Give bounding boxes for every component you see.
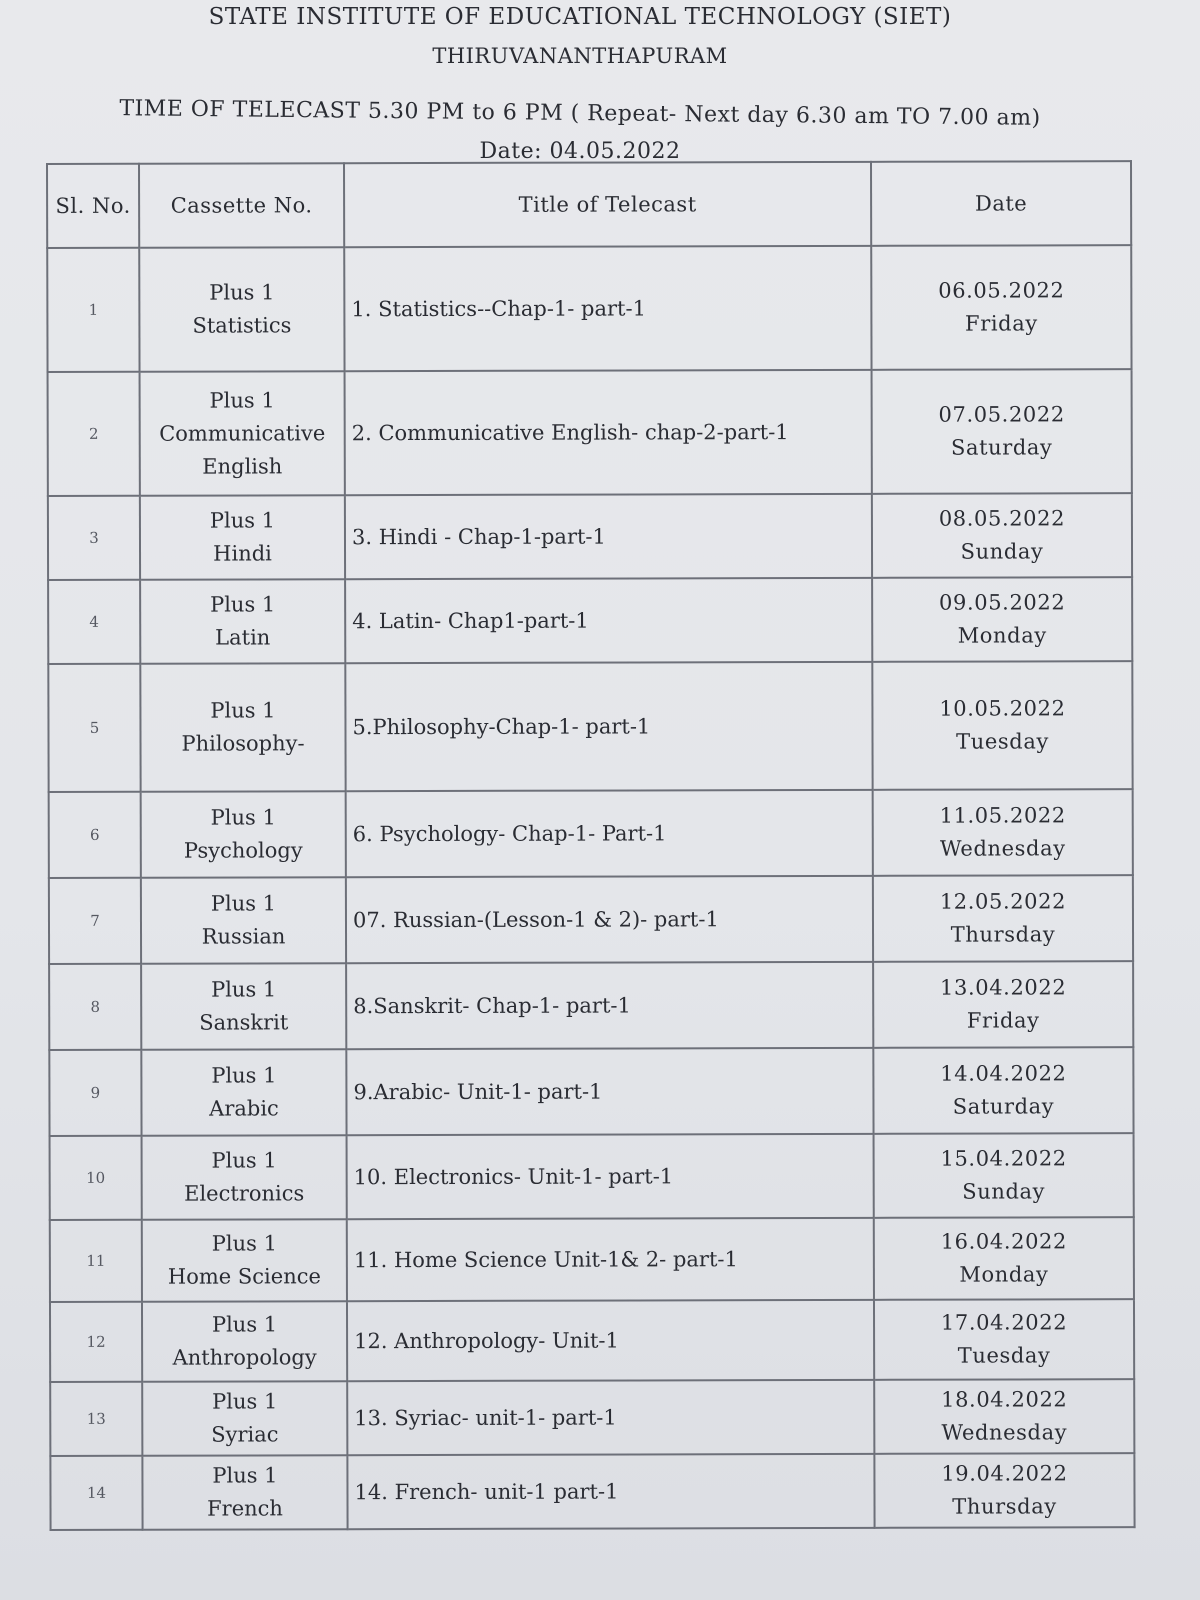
cassette-line: Plus 1 <box>211 1231 277 1256</box>
cell-date <box>872 661 1132 790</box>
table-row <box>50 1299 1134 1382</box>
telecast-date: 08.05.2022 <box>938 506 1066 531</box>
table-header-row <box>47 161 1131 248</box>
telecast-day: Friday <box>965 311 1038 336</box>
document-date: Date: 04.05.2022 <box>479 139 681 164</box>
cell-cassette-no <box>141 1049 346 1136</box>
telecast-date: 15.04.2022 <box>940 1146 1067 1171</box>
column-header-title: Title of Telecast <box>344 162 871 247</box>
telecast-date: 10.05.2022 <box>939 696 1066 721</box>
cassette-line: Plus 1 <box>209 508 276 533</box>
table-row <box>49 789 1133 878</box>
cell-title-of-telecast: 11. Home Science Unit-1& 2- part-1 <box>347 1218 874 1301</box>
cell-date <box>874 1217 1134 1300</box>
cell-cassette-no <box>141 877 346 964</box>
telecast-date: 09.05.2022 <box>938 590 1066 615</box>
cassette-line: Arabic <box>209 1096 279 1121</box>
cell-sl-no: 6 <box>49 792 141 878</box>
cassette-line: Plus 1 <box>211 977 277 1002</box>
cell-cassette-no <box>142 1135 347 1220</box>
cell-cassette-no <box>140 663 345 792</box>
cassette-line: Electronics <box>184 1181 305 1206</box>
cassette-line: Plus 1 <box>210 891 277 916</box>
cassette-line: Home Science <box>167 1264 321 1289</box>
cassette-line: Plus 1 <box>209 387 275 413</box>
cell-sl-no: 10 <box>50 1136 142 1220</box>
cell-date <box>872 369 1132 494</box>
table-row <box>48 661 1132 792</box>
telecast-date: 11.05.2022 <box>939 803 1066 828</box>
telecast-date: 14.04.2022 <box>940 1061 1067 1086</box>
telecast-date: 18.04.2022 <box>941 1387 1068 1412</box>
cell-title-of-telecast: 4. Latin- Chap1-part-1 <box>345 578 872 663</box>
cassette-line: Plus 1 <box>212 1463 278 1488</box>
telecast-day: Sunday <box>962 1179 1046 1204</box>
cell-date <box>874 1133 1134 1218</box>
telecast-day: Sunday <box>960 539 1044 564</box>
cell-sl-no: 7 <box>49 878 141 964</box>
cell-title-of-telecast: 6. Psychology- Chap-1- Part-1 <box>346 790 873 877</box>
cell-title-of-telecast: 12. Anthropology- Unit-1 <box>347 1300 874 1381</box>
cell-sl-no: 2 <box>48 372 140 496</box>
telecast-day: Friday <box>966 1008 1040 1033</box>
cell-title-of-telecast: 9.Arabic- Unit-1- part-1 <box>346 1048 873 1135</box>
cell-cassette-no <box>141 963 346 1050</box>
telecast-date: 16.04.2022 <box>940 1229 1067 1254</box>
cassette-line: Sanskrit <box>199 1010 289 1035</box>
cassette-line: Plus 1 <box>211 1148 277 1173</box>
telecast-day: Wednesday <box>939 836 1066 861</box>
cell-title-of-telecast: 10. Electronics- Unit-1- part-1 <box>347 1134 874 1219</box>
cell-date <box>874 1453 1134 1528</box>
cell-date <box>874 1299 1134 1380</box>
telecast-day: Thursday <box>950 922 1056 947</box>
telecast-day: Saturday <box>952 1094 1055 1119</box>
cell-title-of-telecast: 14. French- unit-1 part-1 <box>347 1454 874 1529</box>
cassette-line: Anthropology <box>172 1345 317 1370</box>
column-header-cassette-no: Cassette No. <box>139 163 344 248</box>
cell-sl-no: 1 <box>47 248 139 372</box>
telecast-date: 17.04.2022 <box>940 1310 1068 1335</box>
cell-cassette-no <box>140 371 345 496</box>
cell-sl-no: 8 <box>49 964 141 1050</box>
table-row <box>48 369 1132 496</box>
cell-title-of-telecast: 3. Hindi - Chap-1-part-1 <box>345 494 872 579</box>
cassette-line: English <box>202 453 283 479</box>
column-header-sl-no: Sl. No. <box>47 164 139 248</box>
cassette-line: Syriac <box>211 1422 279 1447</box>
telecast-day: Tuesday <box>957 1343 1051 1368</box>
cell-title-of-telecast: 8.Sanskrit- Chap-1- part-1 <box>346 962 873 1049</box>
telecast-day: Monday <box>959 1262 1049 1287</box>
cell-cassette-no <box>142 1219 347 1302</box>
cell-date <box>873 1047 1133 1134</box>
cell-title-of-telecast: 5.Philosophy-Chap-1- part-1 <box>345 662 872 791</box>
cell-sl-no: 9 <box>49 1050 141 1136</box>
telecast-schedule-table <box>46 160 1136 1531</box>
cell-date <box>873 789 1133 876</box>
table-row <box>49 1047 1133 1136</box>
cell-sl-no: 11 <box>50 1220 142 1302</box>
cell-date <box>873 875 1133 962</box>
telecast-day: Wednesday <box>941 1420 1068 1445</box>
cassette-line: Latin <box>215 625 271 650</box>
cassette-line: Statistics <box>192 313 292 338</box>
table-row <box>48 493 1132 580</box>
table-body <box>47 245 1134 1530</box>
telecast-day: Saturday <box>950 435 1053 460</box>
cell-title-of-telecast: 2. Communicative English- chap-2-part-1 <box>345 370 872 495</box>
institute-city: THIRUVANANTHAPURAM <box>432 44 728 68</box>
table-row <box>50 1453 1134 1530</box>
cassette-line: Plus 1 <box>211 1063 277 1088</box>
telecast-date: 12.05.2022 <box>939 889 1067 914</box>
cassette-line: Plus 1 <box>211 1312 278 1337</box>
cassette-line: Hindi <box>213 541 272 566</box>
cell-title-of-telecast: 13. Syriac- unit-1- part-1 <box>347 1380 874 1455</box>
column-header-date: Date <box>871 161 1131 246</box>
cassette-line: Russian <box>201 924 286 949</box>
cell-title-of-telecast: 07. Russian-(Lesson-1 & 2)- part-1 <box>346 876 873 963</box>
cell-cassette-no <box>140 495 345 580</box>
cassette-line: Philosophy- <box>181 731 305 756</box>
cell-date <box>872 493 1132 578</box>
telecast-day: Thursday <box>952 1494 1057 1519</box>
table-row <box>49 875 1133 964</box>
cassette-line: Plus 1 <box>210 698 276 723</box>
telecast-day: Tuesday <box>956 729 1049 754</box>
table-row <box>49 961 1133 1050</box>
table-row <box>47 245 1131 372</box>
cell-date <box>873 961 1133 1048</box>
cassette-line: Plus 1 <box>210 805 276 830</box>
cassette-line: Communicative <box>159 420 326 446</box>
table-row <box>50 1133 1134 1220</box>
cell-date <box>871 245 1131 370</box>
telecast-date: 06.05.2022 <box>938 278 1065 303</box>
cassette-line: Psychology <box>183 838 303 863</box>
cell-sl-no: 3 <box>48 496 140 580</box>
cell-sl-no: 12 <box>50 1302 142 1382</box>
cell-cassette-no <box>139 247 344 372</box>
cell-sl-no: 14 <box>50 1456 142 1530</box>
cell-sl-no: 13 <box>50 1382 142 1456</box>
cell-cassette-no <box>140 579 345 664</box>
telecast-time: TIME OF TELECAST 5.30 PM to 6 PM ( Repeat- Next day 6.30 am TO 7.00 am) <box>119 96 1041 131</box>
cell-date <box>874 1379 1134 1454</box>
cell-sl-no: 5 <box>48 664 140 792</box>
cassette-line: French <box>207 1496 283 1521</box>
cell-date <box>872 577 1132 662</box>
cell-cassette-no <box>142 1381 347 1456</box>
table-row <box>50 1379 1134 1456</box>
cassette-line: Plus 1 <box>210 592 276 617</box>
cell-cassette-no <box>142 1455 347 1530</box>
table-row <box>50 1217 1134 1302</box>
cell-cassette-no <box>141 791 346 878</box>
cell-title-of-telecast: 1. Statistics--Chap-1- part-1 <box>344 246 871 371</box>
cell-cassette-no <box>142 1301 347 1382</box>
cassette-line: Plus 1 <box>212 1389 278 1414</box>
telecast-date: 07.05.2022 <box>938 402 1065 427</box>
telecast-date: 19.04.2022 <box>941 1461 1068 1486</box>
cassette-line: Plus 1 <box>209 280 275 305</box>
cell-sl-no: 4 <box>48 580 140 664</box>
table-row <box>48 577 1132 664</box>
telecast-day: Monday <box>957 623 1047 648</box>
telecast-date: 13.04.2022 <box>940 975 1067 1000</box>
institute-title: STATE INSTITUTE OF EDUCATIONAL TECHNOLOGY (SIET) <box>208 4 952 30</box>
